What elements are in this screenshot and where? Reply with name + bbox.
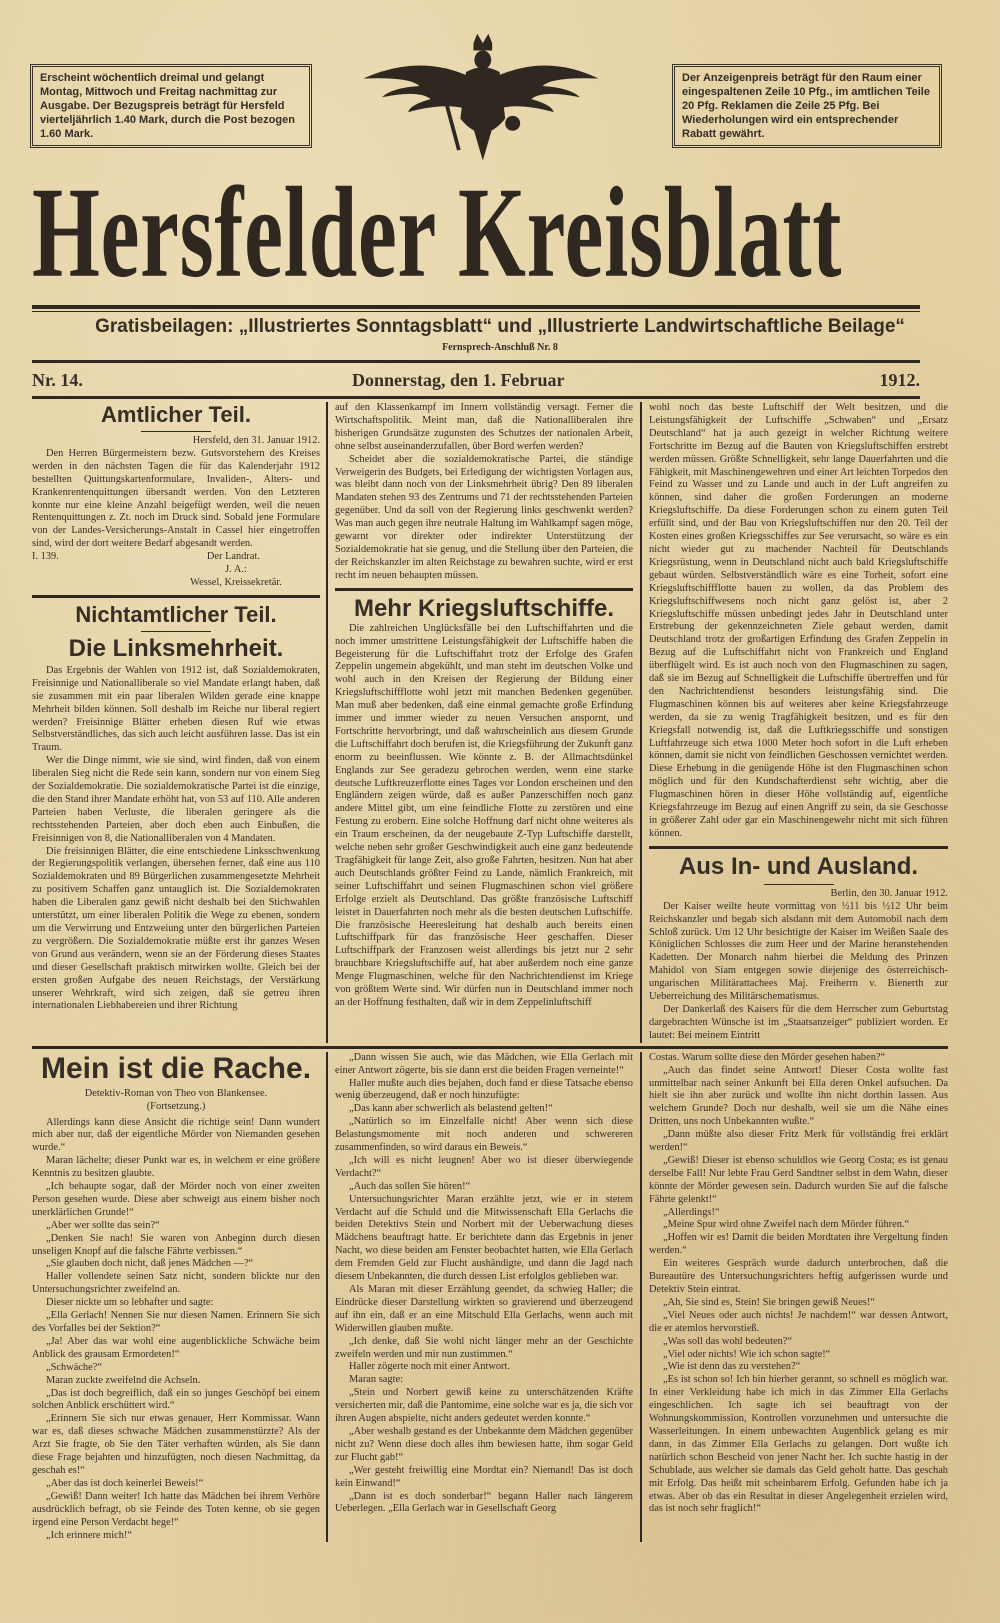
issue-number: Nr. 14. xyxy=(32,370,83,390)
novel-paragraph: „Viel oder nichts! Wie ich schon sagte!“ xyxy=(663,1348,831,1360)
novel-paragraph: „Aber das ist doch keinerlei Beweis!“ xyxy=(46,1477,204,1489)
news-section xyxy=(32,402,948,1043)
amtlich-sign-3: Wessel, Kreissekretär. xyxy=(190,576,282,588)
novel-continuation-note: (Fortsetzung.) xyxy=(146,1100,206,1112)
linksmehrheit-heading: Die Linksmehrheit. xyxy=(68,634,284,662)
novel-paragraph: Haller mußte auch dies bejahen, doch fand er diese Tatsache ebenso wenig überzeugend, daß er noch hinzufügte: xyxy=(335,1077,633,1102)
novel-column-2 xyxy=(326,1052,640,1543)
masthead-rule-thin xyxy=(32,311,920,312)
novel-paragraph: „Wer gesteht freiwillig eine Mordtat ein? Niemand! Das ist doch kein Einwand!“ xyxy=(335,1464,633,1489)
novel-paragraph: „Ich denke, daß Sie wohl nicht länger mehr an der Geschichte zweifeln werden und mir nun zustimmen.“ xyxy=(335,1335,633,1360)
novel-paragraph: Allerdings kann diese Ansicht die richtige sein! Dann wundert mich aber nur, daß der eigentliche Mörder von Niemanden gesehen wurde.“ xyxy=(32,1116,320,1154)
novel-paragraph: „Aber weshalb gestand es der Unbekannte dem Mädchen gegenüber nicht zu? Wenn diese doch alles ihm bewiesen hatte, ihm sogar Geld zur Flucht gab!“ xyxy=(335,1425,633,1463)
novel-paragraph: „Denken Sie nach! Sie waren von Anbeginn durch diesen unseligen Knopf auf die falsche Fährte verbissen.“ xyxy=(32,1232,320,1257)
novel-paragraph: „Dann müßte also dieser Fritz Merk für vollständig frei erklärt werden!“ xyxy=(649,1129,948,1154)
novel-paragraph: „Gewiß! Dann weiter! Ich hatte das Mädchen bei ihrem Verhöre ausdrücklich befragt, ob sie Feinde des Toten kenne, ob sie gegen irgend eine Person Verdacht hege!“ xyxy=(32,1490,320,1528)
novel-paragraph: „Dann ist es doch sonderbar!“ begann Haller nach längerem Ueberlegen. „Ella Gerlach war in Gesellschaft Georg xyxy=(335,1490,633,1515)
article-paragraph: Das Ergebnis der Wahlen von 1912 ist, daß Sozialdemokraten, Freisinnige und Nationalliberale so viel Mandate erlangt haben, daß sie zusammen mit ein paar liberalen Wilden gerade eine knappe Mehrheit bilden können. Soll deshalb im Reiche nur liberal regiert werden? Freisinnige Blätter erheben diesen Ruf wie etwas Selbstverständliches, das sich auch leicht ausführen lasse. Das ist ein Traum. xyxy=(32,664,320,754)
article-paragraph: wohl noch das beste Luftschiff der Welt besitzen, und die Leistungsfähigkeit der Luftschiffe „Schwaben“ und „Ersatz Deutschland“ hat ja auch gezeigt in welcher Richtung weitere Fortschritte im Bezug auf die Bauten von Kriegsluftschiffen erstrebt werden müssen. Größte Schnelligkeit, sehr lange Dauerfahrten und die Fähigkeit, mit Maschinengewehren und einer Art leichten Torpedos den Feind zu Wasser und zu Lande und auch in der Luft angreifen zu können, sind daher die großen Forderungen an moderne Kriegsluftschiffe. Da diese Forderungen schon zu einem guten Teil erfüllt sind, und der Bau von Kriegsluftschiffen nur den 20. Teil der Kosten eines großen Kriegsschiffes zur See verursacht, so wäre es ein nicht wieder gut zu machender Nachteil für Deutschlands Kriegsrüstung, wenn in Deutschland nicht auch bald Kriegsluftschiffe gebaut würden. Selbstverständlich wäre es eine Torheit, sofort eine Kriegsluftschiffflotte bauen zu wollen, da das Problem des Kriegsluftschiffwesens noch nicht ganz gelöst ist, aber 2 Kriegsluftschiffe müssen unbedingt jedes Jahr in Deutschland unter Erstrebung der gekennzeichneten Ziele gebaut werden, damit Deutschland trotz der großartigen Erfindung des Grafen Zeppelin in Bezug auf die Luftschiffahrt nicht von Frankreich und England überflügelt wird. Es ist auch noch von den Flugmaschinen zu sagen, daß sie im Bezug auf Schnelligkeit die Luftschiffe übertreffen und für den Nachrichtendienst besonders leistungsfähig sind. Die Flugmaschinen können bis auf weiteres aber keine Kriegsfahrzeuge werden, da sie zu wenig Tragfähigkeit besitzen, und es für den Kriegsfall notwendig ist, daß die Luftkriegsschiffe und sonstigen Luftfahrzeuge sich etwa 1000 Meter hoch sofort in die Luft erheben können, damit sie nicht von feindlichen Geschossen vernichtet werden. Diese Erhebung in die genügende Höhe ist den Flugmaschinen schon möglich und für den Kundschafterdienst sehr wichtig, aber die Flugmaschinen hören in dieser Höhe vollständig auf, eigentliche Kriegsfahrzeuge im Bezug auf einen Angriff zu sein, da sie Geschosse in größerer Zahl oder gar ein Maschinengewehr nicht mit sich führen können. xyxy=(649,402,948,839)
novel-paragraph: Haller vollendete seinen Satz nicht, sondern blickte nur den Untersuchungsrichter zweifelnd an. xyxy=(32,1271,320,1296)
column-1-top xyxy=(32,402,326,1043)
novel-paragraph: „Hoffen wir es! Damit die beiden Mordtaten ihre Vergeltung finden werden.“ xyxy=(649,1232,948,1257)
supplements-line: Gratisbeilagen: „Illustriertes Sonntagsblatt“ und „Illustrierte Landwirtschaftliche Beilage“ xyxy=(95,316,905,337)
divider xyxy=(141,431,211,432)
novel-paragraph: Maran lächelte; dieser Punkt war es, in welchem er eine größere Kenntnis zu besitzen glaubte. xyxy=(32,1155,320,1180)
subscription-info-box: Erscheint wöchentlich dreimal und gelangt Montag, Mittwoch und Freitag nachmittag zur Ausgabe. Der Bezugspreis beträgt für Hersfeld vierteljährlich 1.40 Mark, durch die Post bezogen 1.60 Mark. xyxy=(30,64,312,148)
novel-paragraph: Untersuchungsrichter Maran erzählte jetzt, wie er in stetem Verdacht auf die Schuld und die Mitwissenschaft Ella Gerlachs die beiden Detektivs Stein und Norbert mit der Ueberwachung dieses Mädchens beauftragt hatte. Er berichtete dann das Ergebnis in jener Nacht, wo diese beiden am Fenster beobachtet hatten, wie Ella Gerlach dem Fremden Geld zur Flucht aushändigte, und dann die Jagd nach diesem Unbekannten, die durch dessen List erfolglos geblieben war. xyxy=(335,1193,633,1283)
divider xyxy=(141,631,211,632)
amtlich-body: Den Herren Bürgermeistern bezw. Gutsvorstehern des Kreises werden in den nächsten Tagen die für das Kalenderjahr 1912 bestellten Quittungskartenformulare, Invaliden-, Alters- und Krankenrentenquittungen übersandt werden. Von den Letzteren konnte nur eine kleine Anzahl beigefügt werden, weil die neuen Rentenquittungen z. Zt. noch im Druck sind. Sobald jene Formulare von der Landes-Versicherungs-Anstalt in Cassel hier eingetroffen sind, wird der dort weitere Bedarf abgesandt werden. xyxy=(32,447,320,550)
novel-paragraph: „Das kann aber schwerlich als belastend gelten!“ xyxy=(349,1103,553,1115)
nichtamtlicher-teil-heading: Nichtamtlicher Teil. xyxy=(75,601,277,627)
page-content xyxy=(32,402,948,1542)
article-paragraph: Der Dankerlaß des Kaisers für die dem Herrscher zum Geburtstag dargebrachten Wünsche ist im „Staatsanzeiger“ publiziert worden. Er lautet: Bei meinem Eintritt xyxy=(649,1003,948,1041)
novel-column-1 xyxy=(32,1052,326,1543)
section-rule xyxy=(335,588,633,591)
newspaper-title xyxy=(32,160,932,305)
section-rule xyxy=(32,595,320,598)
column-3-top xyxy=(640,402,948,1043)
novel-paragraph: „Allerdings!“ xyxy=(663,1206,720,1218)
section-rule xyxy=(649,846,948,849)
novel-paragraph: „Gewiß! Dieser ist ebenso schuldlos wie Georg Costa; es ist genau derselbe Fall! Nur lebte Frau Gerd Sandtner selbst in dem Wahn, dieser könnte der Mörder gewesen sein. Dadurch wurden Sie auf die falsche Fährte gelenkt!“ xyxy=(649,1154,948,1205)
novel-paragraph: „Es ist schon so! Ich bin hierher gerannt, so schnell es möglich war. In einer Verkleidung habe ich mich in das Zimmer Ella Gerlachs eingeschlichen. Ich sagte ich sei beauftragt von der Wohnungskommission, Kontrollen vorzunehmen und untersuchte die Wasserleitungen. In einem unbewachten Augenblick gelang es mir dann, in das Zimmer Ella Gerlachs zu gelangen. Dort wußte ich natürlich schon Bescheid von jener Nacht her. Ich suchte hastig in der Schublade, aus welcher sie damals das Geld geholt hatte. Das geschah mit Erfolg. Das heißt mit scheinbarem Erfolg. Gefunden habe ich ja etwas. Aber ob das ein Resultat in dieser Angelegenheit erzielen wird, das ist noch sehr fraglich!“ xyxy=(649,1374,948,1515)
novel-paragraph: „Das ist doch begreiflich, daß ein so junges Geschöpf bei einem solchen Anblick erschüttert wird.“ xyxy=(32,1387,320,1412)
novel-paragraph: Haller zögerte noch mit einer Antwort. xyxy=(349,1361,510,1373)
novel-paragraph: „Wie ist denn das zu verstehen?“ xyxy=(663,1361,801,1373)
masthead-rule xyxy=(32,305,920,309)
luftschiffe-heading: Mehr Kriegsluftschiffe. xyxy=(353,594,615,622)
novel-paragraph: „Was soll das wohl bedeuten?“ xyxy=(663,1335,793,1347)
novel-paragraph: „Auch das sollen Sie hören!“ xyxy=(349,1180,471,1192)
novel-paragraph: „Aber wer sollte das sein?“ xyxy=(46,1219,160,1231)
novel-paragraph: Ein weiteres Gespräch wurde dadurch unterbrochen, daß die Bureautüre des Untersuchungsrichters heftig aufgerissen wurde und Detektiv Stein eintrat. xyxy=(649,1258,948,1295)
ausland-heading: Aus In- und Ausland. xyxy=(678,852,919,880)
novel-paragraph: „Ja! Aber das war wohl eine augenblickliche Schwäche beim Anblick des grausam Ermordeten!“ xyxy=(32,1335,320,1360)
novel-paragraph: „Natürlich so im Einzelfalle nicht! Aber wenn sich diese Belastungsmomente mit noch anderen und schwereren zusammenfinden, so wird daraus ein Beweis.“ xyxy=(335,1116,633,1154)
column-2-top xyxy=(326,402,640,1043)
amtlich-signature-row xyxy=(32,551,320,564)
novel-paragraph: Costas. Warum sollte diese den Mörder gesehen haben?“ xyxy=(649,1051,886,1063)
article-paragraph: Scheidet aber die sozialdemokratische Partei, die ständige Verweigerin des Budgets, bei Erledigung der wichtigsten Vorlagen aus, was bleibt dann noch von der Linksmehrheit übrig? Den 89 liberalen Mandaten stehen 93 des Zentrums und 71 der rechtsstehenden Parteien gegenüber. Und da soll von der Regierung links geschwenkt werden? Was man auch gegen ihre neutrale Haltung im Wahlkampf sagen möge, gewarnt vor direkter oder indirekter Unterstützung der Sozialdemokratie hat sie genug, und die Stellung über den Parteien, die der Reichskanzler im alten Reichstage zu bewahren suchte, wird er erst recht im neuen behaupten müssen. xyxy=(335,453,633,581)
phone-line: Fernsprech-Anschluß Nr. 8 xyxy=(442,342,558,353)
amtlich-ref: I. 139. xyxy=(32,551,59,563)
issue-date: Donnerstag, den 1. Februar xyxy=(352,370,565,390)
novel-paragraph: Als Maran mit dieser Erzählung geendet, da schwieg Haller; die Eindrücke dieser Darstellung wirkten so gravierend und überzeugend auf ihn ein, daß er an eine Mitschuld Ella Gerlachs, wenn auch mit Widerwillen glauben mußte. xyxy=(335,1284,633,1334)
novel-paragraph: „Schwäche?“ xyxy=(46,1361,102,1373)
novel-title: Mein ist die Rache. xyxy=(40,1051,312,1085)
article-paragraph: Der Kaiser weilte heute vormittag von ½11 bis ½12 Uhr beim Reichskanzler und begab sich alsdann mit dem Automobil nach dem Schloß zurück. Um 12 Uhr besichtigte der Kaiser im Weißen Saale des Königlichen Schlosses die zum Heer und der Marine heranstehenden Kadetten. Der Monarch nahm hierbei die Meldung des Prinzen Mahidol von Siam entgegen sowie diejenige des österreichisch-ungarischen Militärattachees Maj. Freiherrn v. Bienerth zur Ueberreichung des Militärschematismus. xyxy=(649,900,948,1003)
novel-paragraph: Maran zuckte zweifelnd die Achseln. xyxy=(46,1374,201,1386)
novel-paragraph: „Ella Gerlach! Nennen Sie nur diesen Namen. Erinnern Sie sich des Vorfalles bei der Sektion?“ xyxy=(32,1310,320,1334)
novel-paragraph: „Ich erinnere mich!“ xyxy=(46,1529,132,1541)
article-paragraph: Die freisinnigen Blätter, die eine entschiedene Linksschwenkung der Regierungspolitik verlangen, übersehen ferner, daß eine aus 110 Sozialdemokraten und 89 Bürgerlichen zusammengesetzte Mehrheit zu positivem Schaffen ganz untauglich ist. Die Sozialdemokraten haben die Liberalen ganz gewiß nicht deshalb bei den Stichwahlen unterstützt, um einer liberalen Politik die Wege zu ebenen, sondern um die Verwirrung und Entzweiung unter den bürgerlichen Parteien zu vergrößern. Die Sozialdemokratie müßte erst ihr ganzes Wesen von Grund aus verändern, wenn sie an der Förderung dieses Staates und dieser Gesellschaft praktisch mitwirken wollte. Gleich bei der ersten großen Aufgabe des neuen Reichstags, der Verstärkung unserer Wehrkraft, wird sich zeigen, daß sie getreu ihren internationalen Liebhabereien und ihrer Richtung xyxy=(32,845,320,1012)
novel-paragraph: „Auch das findet seine Antwort! Dieser Costa wollte fast unmittelbar nach seiner Ankunft bei Ella deren Onkel aufsuchen. Da hielt sie ihn aber zurück und wollte ihn nicht dorthin lassen. Aus welchem Grunde? Doch nur deshalb, weil sie um die Nähe eines Dritten, uns noch Unbekannten wußte.“ xyxy=(649,1064,948,1128)
dateline-rule-bottom xyxy=(32,396,920,399)
amtlich-dateline: Hersfeld, den 31. Januar 1912. xyxy=(192,435,320,446)
amtlicher-teil-heading: Amtlicher Teil. xyxy=(101,402,251,427)
amtlich-sign-2: J. A.: xyxy=(225,564,247,576)
advertising-rates-box: Der Anzeigenpreis beträgt für den Raum einer eingespaltenen Zeile 10 Pfg., im amtlichen Teile 20 Pfg. Reklamen die Zeile 25 Pfg. Bei Wiederholungen wird ein entsprechender Rabatt gewährt. xyxy=(672,64,942,148)
article-paragraph: Die zahlreichen Unglücksfälle bei den Luftschiffahrten und die noch immer umstrittene Leistungsfähigkeit der Luftschiffe haben die Begeisterung für die Luftschiffahrt trotz der Erfolge des Grafen Zeppelin ungemein abgekühlt, und man steht im deutschen Volke und wohl auch in den Kreisen der Regierung der Bildung einer Kriegsluftschiffflotte wohl jetzt mit manchen Bedenken gegenüber. Man muß aber bedenken, daß eine einmal gemachte große Erfindung immer und immer wieder zu neuen Versuchen anspornt, und Fortschritte hervorbringt, und daß wahrscheinlich aus diesem Grunde die Luftschiffahrt doch berufen ist, die Kriegsführung der Zukunft ganz enorm zu beeinflussen. Wie könnte z. B. der Allmachtsdünkel Englands zur See geradezu gebrochen werden, wenn eine starke deutsche Luftkreuzerflotte eines Tages vor London erscheinen und den Engländern zeigen würde, daß es außer Panzerschiffen noch ganz andere Mittel gibt, um eine feindliche Flotte zu zerstören und eine Festung zu erobern. Eine solche Hoffnung darf nicht ohne weiteres als ein Traum erscheinen, da der neugebaute Z-Typ Luftschiffe darstellt, welche neben sehr großer Geschwindigkeit auch eine ganz bedeutende Tragfähigkeit für lange Zeit, also große Fahrten, besitzen. Nun hat aber auch Deutschlands größter Feind zu Lande, nämlich Frankreich, mit seiner Luftschiffahrt und seinen Flugmaschinen schon viel größere Erfolge erzielt als Deutschland. Das größte französische Luftschiff leistet in Dauerfahrten noch mehr als die besten deutschen Luftschiffe. Die französische Heeresleitung hat deshalb auch bereits einen Luftschiffpark für das französische Heer geschaffen. Dieser Luftschiffpark der Franzosen weist allerdings bis jetzt nur 2 sehr brauchbare Kriegsluftschiffe auf, hat aber außerdem noch eine ganze Menge Flugmaschinen, welche für den Nachrichtendienst im Kriege von größtem Werte sind. Wir dürfen nun in Deutschland immer noch an der Hoffnung festhalten, daß wir in dem Zeppelinluftschiff xyxy=(335,622,633,1008)
novel-paragraph: „Erinnern Sie sich nur etwas genauer, Herr Kommissar. Wann war es, daß dieses schwache Mädchen zusammenstürzte? Als der Arzt Sie fragte, ob Sie den Täter verhaften würden, als Sie dann diese Frage bejahten und hinzufügten, noch diesen Nachmittag, da geschah es!“ xyxy=(32,1413,320,1476)
novel-paragraph: „Stein und Norbert gewiß keine zu unterschätzenden Kräfte versicherten mir, daß die Pantomime, eine solche war es ja, die sich vor ihren Augen abspielte, nicht anders gedeutet werden konnte.“ xyxy=(335,1387,633,1425)
issue-dateline xyxy=(32,369,920,391)
novel-paragraph: Dieser nickte um so lebhafter und sagte: xyxy=(46,1297,214,1309)
novel-column-3 xyxy=(640,1052,948,1543)
issue-year: 1912. xyxy=(879,370,920,390)
novel-section xyxy=(32,1052,948,1543)
article-paragraph: Wer die Dinge nimmt, wie sie sind, wird finden, daß von einem liberalen Sieg nicht die Rede sein kann, sondern nur von einem Sieg der Sozialdemokratie. Die sozialdemokratische Partei ist die einzige, die den Stand ihrer Mandate erhöht hat, von 53 auf 110. Alle anderen Parteien haben Verluste, die liberalen geringere als die rechtsstehenden Parteien, aber doch eben auch Einbußen, die Freisinnigen von 8, die Nationalliberalen von 4 Mandaten. xyxy=(32,755,320,844)
amtlich-sign-1: Der Landrat. xyxy=(206,551,260,563)
novel-paragraph: Maran sagte: xyxy=(349,1374,403,1386)
ausland-dateline: Berlin, den 30. Januar 1912. xyxy=(830,887,948,899)
novel-paragraph: „Viel Neues oder auch nichts! Je nachdem!“ war dessen Antwort, die er atemlos hervorstieß. xyxy=(649,1309,948,1334)
newspaper-title-text: Hersfelder Kreisblatt xyxy=(32,160,843,305)
article-paragraph: auf den Klassenkampf im Innern vollständig versagt. Ferner die Wirtschaftspolitik. Meint man, daß die Nationalliberalen ihre bisherigen Grundsätze zugunsten des Schutzes der nationalen Arbeit, ohne selbst auseinanderzufallen, über Bord werfen werden? xyxy=(335,402,633,452)
novel-paragraph: „Ich behaupte sogar, daß der Mörder noch von einer zweiten Person gesehen wurde. Diese aber schweigt aus einem bisher noch unerklärlichen Grunde!“ xyxy=(32,1181,320,1218)
novel-paragraph: „Ah, Sie sind es, Stein! Sie bringen gewiß Neues!“ xyxy=(663,1296,875,1308)
dateline-rule-top xyxy=(32,360,920,363)
novel-paragraph: „Ich will es nicht leugnen! Aber wo ist dieser überwiegende Verdacht?“ xyxy=(335,1154,633,1179)
divider xyxy=(764,884,834,885)
crowned-eagle-emblem-icon xyxy=(345,30,615,170)
novel-paragraph: „Meine Spur wird ohne Zweifel nach dem Mörder führen.“ xyxy=(663,1219,910,1231)
novel-byline: Detektiv-Roman von Theo von Blankensee. xyxy=(84,1087,268,1099)
feuilleton-rule xyxy=(32,1046,948,1049)
novel-paragraph: „Dann wissen Sie auch, wie das Mädchen, wie Ella Gerlach mit einer Antwort zögerte, bis sie dann erst die beiden Fragen verneinte!“ xyxy=(335,1051,633,1076)
novel-paragraph: „Sie glauben doch nicht, daß jenes Mädchen —?“ xyxy=(46,1258,254,1270)
